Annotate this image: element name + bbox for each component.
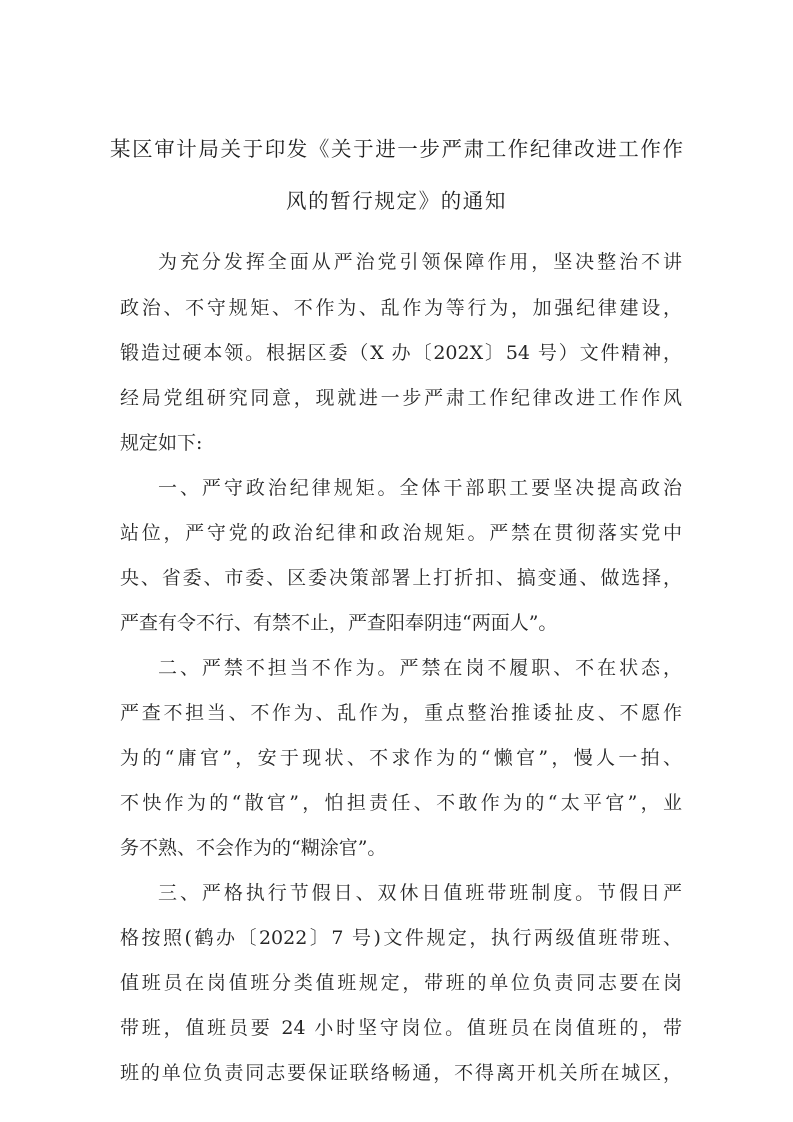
body-line: 值班员在岗值班分类值班规定，带班的单位负责同志要在岗 — [120, 972, 682, 994]
body-line: 带班，值班员要 24 小时坚守岗位。值班员在岗值班的，带 — [120, 1017, 682, 1039]
body-line: 政治、不守规矩、不作为、乱作为等行为，加强纪律建设， — [120, 297, 682, 319]
body-line: 班的单位负责同志要保证联络畅通，不得离开机关所在城区， — [120, 1062, 682, 1084]
body-line: 站位，严守党的政治纪律和政治规矩。严禁在贯彻落实党中 — [120, 522, 682, 544]
body-line: 严查有令不行、有禁不止，严查阳奉阴违“两面人”。 — [120, 612, 558, 634]
body-line: 二、严禁不担当不作为。严禁在岗不履职、不在状态， — [158, 657, 682, 679]
body-line: 不快作为的“散官”，怕担责任、不敢作为的“太平官”，业 — [120, 792, 682, 814]
body-line: 经局党组研究同意，现就进一步严肃工作纪律改进工作作风 — [120, 387, 682, 409]
body-line: 务不熟、不会作为的“糊涂官”。 — [120, 837, 387, 859]
body-line: 格按照(鹤办〔2022〕7 号)文件规定，执行两级值班带班、 — [120, 927, 682, 949]
body-line: 规定如下: — [120, 432, 203, 454]
document-title-line-1: 某区审计局关于印发《关于进一步严肃工作纪律改进工作作 — [110, 137, 685, 161]
body-line: 为的“庸官”，安于现状、不求作为的“懒官”，慢人一拍、 — [120, 747, 682, 769]
body-line: 三、严格执行节假日、双休日值班带班制度。节假日严 — [158, 882, 682, 904]
body-line: 严查不担当、不作为、乱作为，重点整治推诿扯皮、不愿作 — [120, 702, 682, 724]
body-line: 一、严守政治纪律规矩。全体干部职工要坚决提高政治 — [158, 477, 682, 499]
document-title-line-2: 风的暂行规定》的通知 — [286, 189, 507, 213]
body-line: 为充分发挥全面从严治党引领保障作用，坚决整治不讲 — [158, 251, 682, 273]
body-line: 锻造过硬本领。根据区委（X 办〔202X〕54 号）文件精神， — [120, 342, 682, 364]
body-line: 央、省委、市委、区委决策部署上打折扣、搞变通、做选择， — [120, 567, 682, 589]
